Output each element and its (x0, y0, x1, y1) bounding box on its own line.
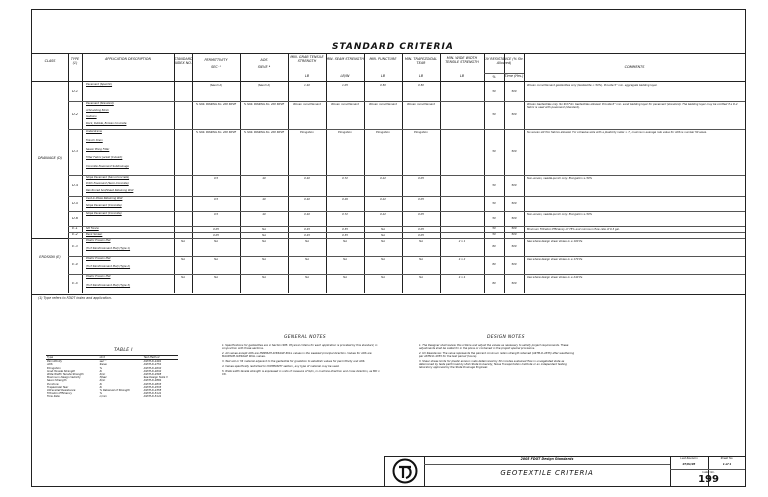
row-description-line: Filter Fabric Jacket (Culvert) (86, 156, 123, 160)
table1-cell: ASTM-D-4632 (143, 369, 162, 373)
fdot-logo-icon (392, 458, 418, 484)
general-notes-item: 5. Wide width tensile strength is expressed in units of measure of lb/in, in machine direction and cross direction, as MD x CD. (222, 369, 380, 376)
col-uv-pct: % (492, 75, 496, 79)
row-type: D-5 (72, 201, 78, 205)
row-description-line: Slope Pavement (Concrete) (86, 212, 122, 215)
cell-punct: 0.22 (380, 213, 386, 216)
cell-perm: % SOIL PASSING No. 200 SIEVE (195, 103, 237, 106)
col-permittivity-unit: SEC⁻¹ (211, 65, 221, 69)
table1-row (46, 395, 178, 398)
table1-cell: ASTM-D-4355 (143, 389, 162, 393)
row-description-line: Pavement (Standard) (86, 102, 114, 105)
cell-grab: 0.40 (304, 213, 310, 216)
table1-cell: AOS (47, 363, 53, 367)
cell-wide: 4 x 4 (458, 276, 466, 279)
last-revision-label: Last Revision (680, 457, 698, 460)
cell-seam: 0.72 (342, 177, 348, 180)
cell-time: 500 (511, 113, 517, 116)
col-wide-unit: LB (459, 74, 465, 78)
cell-punct: NA (381, 276, 385, 279)
cell-seam: 0.72 (342, 213, 348, 216)
cell-grab: 0.40 (304, 177, 310, 180)
row-description-line: Slope Pavement (Semi-Concrete) (86, 176, 130, 179)
design-notes-item: 1. The Designer shall review this criteria and adjust the values as necessary to satisfy project requirements. These adjustments shall be called for in the plans or contained in the project special provisions. (419, 344, 569, 351)
cell-punct: NA (381, 228, 385, 231)
cell-uv: 50 (492, 227, 496, 230)
sheet-title: GEOTEXTILE CRITERIA (500, 469, 594, 477)
cell-aos: % SOIL PASSING No. 200 SIEVE (243, 103, 285, 106)
cell-perm: NA (214, 240, 218, 243)
row-description-line: Articulating Block (86, 108, 109, 112)
cell-idx: NA (181, 240, 185, 243)
row-type: D-1 (72, 89, 78, 93)
cell-comm: Use where design shear stress is ≤ 170 Pa (527, 258, 583, 261)
cell-seam: NA (343, 276, 347, 279)
index-no-label: Index No. (702, 471, 715, 474)
table1-cell: ASTM-D-4595 (143, 373, 162, 377)
cell-punct: NA (381, 240, 385, 243)
cell-grab: 0.45 (304, 234, 310, 237)
row-description-line: Reinforced Soil/Sheet Retaining Wall (86, 188, 134, 192)
cell-time: 500 (511, 150, 517, 153)
cell-perm: 0.5 (213, 213, 219, 216)
cell-wide: 4 x 2 (458, 258, 466, 261)
row-description-line: Cast-in-Place Retaining Wall (86, 197, 123, 200)
table1-head-method: Test Method (143, 356, 160, 359)
col-aos-unit: SIEVE ⁴ (257, 65, 271, 69)
row-description-line: Underdrains (86, 130, 102, 133)
col-trap-header: MIN. TRAPEZOIDAL TEAR (404, 57, 438, 65)
cell-perm: 0.5 (213, 177, 219, 180)
cell-time: 500 (511, 216, 517, 220)
cell-aos: NA (262, 234, 266, 237)
row-description-line: Concrete Pavement Subdrainage (86, 165, 129, 169)
sheet-no-value: 1 of 1 (722, 463, 732, 466)
col-description-header: APPLICATION DESCRIPTION (104, 57, 152, 61)
table1-cell: Puncture (47, 382, 59, 386)
table1-cell: Wide Width Tensile Strength (47, 373, 84, 377)
cell-aos: (See D-2) (257, 84, 271, 87)
cell-aos: NA (262, 228, 266, 231)
design-notes (419, 344, 579, 371)
general-notes-item: 1. Specifications for geotextiles are in Section 985. Physical criteria for each application is provided by this standard, in conjunction with those sections. (222, 344, 378, 351)
row-type: E-2 (72, 233, 78, 236)
cell-seam: NA (343, 240, 347, 243)
col-aos-header: AOS (260, 58, 268, 62)
general-notes-item: 4. Values specifically restricted to COMMUNITY seldom, any type of material may be used. (222, 364, 340, 368)
cell-uv: 50 (492, 89, 496, 93)
cell-trap: NA (419, 276, 423, 279)
cell-grab: 1.40 (304, 84, 310, 87)
col-wide-header: MIN. WIDE WIDTH TENSILE STRENGTH (445, 56, 479, 64)
cell-comm: No woven slit film fabrics allowed. For cohesive soils with a plasticity index > 7, maximum average role value for AOS is number 50 sieve. (527, 131, 707, 134)
table1-cell: % (99, 392, 103, 396)
cell-trap: NA (419, 258, 423, 261)
row-description-line: Rock, Rubble, Broken Concrete (86, 121, 127, 125)
cell-trap: NA (419, 240, 423, 243)
row-description-line: French Drain (86, 138, 103, 142)
row-description-line: (Turf Reinforcement Mat) (Type 2) (86, 265, 131, 268)
cell-time: 500 (511, 227, 517, 230)
cell-aos: 40 (262, 198, 266, 201)
row-type: D-4 (72, 183, 78, 187)
cell-trap: 0.05 (418, 234, 424, 237)
cell-punct: 0.50 (380, 84, 386, 87)
table1-cell: ASTM-D-4833 (143, 382, 162, 386)
cell-grab: NA (305, 276, 309, 279)
table1-cell: ASTM-D-5141 (143, 395, 162, 399)
table1-cell: ASTM-D-4884 (143, 379, 162, 383)
cell-aos: NA (262, 240, 266, 243)
cell-punct: Elongation (376, 131, 390, 134)
table1 (46, 355, 178, 399)
cell-uv: 50 (492, 233, 496, 236)
col-type-header: TYPE (1) (70, 57, 80, 65)
cell-comm: Woven monofilament geotextiles only (Geotextile < 50%). Provide 5” min. aggregate bedding layer. (527, 84, 658, 87)
cell-seam: Woven monofilament (331, 103, 359, 106)
col-class-header: CLASS (44, 59, 56, 63)
cell-uv: 80 (492, 263, 496, 266)
cell-trap: Woven monofilament (407, 103, 435, 106)
row-description-line: Slope Pavement (Concrete) (86, 203, 122, 207)
sheet-no-label: Sheet No. (720, 457, 734, 460)
cell-grab: 0.45 (304, 228, 310, 231)
cell-punct: Woven monofilament (369, 103, 397, 106)
cell-perm: 0.05 (213, 234, 219, 237)
cell-punct: 0.22 (380, 198, 386, 201)
table1-cell: See Design Note 3 (143, 376, 168, 380)
cell-uv: 80 (492, 281, 496, 285)
index-no-value: 199 (698, 474, 719, 485)
row-description-line: (Turf Reinforcement Mat) (Type 3) (86, 283, 131, 287)
col-grab-header: MIN. GRAB TENSILE STRENGTH (290, 55, 324, 63)
cell-aos: 40 (262, 213, 266, 216)
drainage-class-label: DRAINAGE (D) (37, 156, 63, 160)
cell-perm: NA (214, 276, 218, 279)
cell-seam: 0.35 (342, 228, 348, 231)
general-notes-title: GENERAL NOTES (284, 335, 326, 340)
cell-perm: (See D-2) (209, 84, 223, 87)
table1-head-unit: Unit (99, 356, 105, 359)
table1-cell: % Retained of Strength (99, 389, 130, 393)
table1-title: TABLE I (114, 348, 133, 353)
cell-grab: NA (305, 240, 309, 243)
cell-time: 500 (511, 183, 517, 187)
cell-aos: 40 (262, 177, 266, 180)
table1-cell: lb (99, 382, 103, 386)
row-type: D-6 (72, 216, 78, 220)
footnote: (1) Type refers to FDOT index and application. (38, 296, 112, 300)
cell-punct: NA (381, 258, 385, 261)
general-notes (222, 344, 382, 378)
cell-grab: NA (305, 258, 309, 261)
cell-seam: Elongation (338, 131, 352, 134)
cell-comm: Minimum Filtration Efficiency of 75% and minimum flow rate of 0.3 gal. (527, 228, 620, 231)
cell-comm: Use where design shear stress is ≤ 240 Pa (527, 276, 583, 279)
row-description-line: Gabions (86, 115, 97, 118)
cell-time: 500 (511, 281, 517, 285)
last-revision-value: 07/01/05 (682, 463, 696, 466)
row-description-line: Sewer Piling Filter (86, 147, 110, 151)
drawing-sheet (31, 9, 746, 487)
row-description-line: Plastic Erosion Mat (86, 275, 111, 278)
cell-idx: NA (181, 258, 185, 261)
table1-cell: Filtration Efficiency (47, 392, 72, 396)
cell-time: 500 (511, 89, 517, 93)
table1-cell: ASTM-D-5141 (143, 392, 162, 396)
col-grab-unit: LB (304, 74, 310, 78)
row-type: D-2 (72, 113, 78, 116)
col-permittivity-header: PERMITTIVITY (204, 58, 228, 62)
cell-trap: 0.05 (418, 213, 424, 216)
cell-seam: NA (343, 258, 347, 261)
cell-uv: 80 (492, 245, 496, 248)
col-puncture-unit: LB (380, 74, 386, 78)
cell-comm: Non-woven, needle-punch only. Elongation ≥ 50% (527, 177, 593, 180)
cell-uv: 50 (492, 183, 496, 187)
table1-cell: ASTM-D-4533 (143, 385, 162, 389)
cell-wide: 2 x 1 (458, 240, 466, 243)
row-description-line: Pavement (Specific) (86, 83, 113, 86)
erosion-class-label: EROSION (E) (39, 255, 61, 259)
row-description-line: Ditch Pavement (Semi-Concrete) (86, 182, 129, 186)
table1-cell: Elongation (47, 366, 61, 370)
col-seam-unit: LB/IN (340, 74, 350, 78)
cell-trap: 0.05 (418, 177, 424, 180)
cell-seam: 0.35 (342, 234, 348, 237)
cell-aos: NA (262, 258, 266, 261)
cell-perm: NA (214, 258, 218, 261)
cell-aos: % SOIL PASSING No. 200 SIEVE (243, 131, 285, 134)
row-description-line: Plastic Erosion Mat (86, 239, 111, 242)
table1-cell: lb (99, 385, 103, 389)
cell-comm: Woven Geotextiles only. No Slit Film Geotextiles allowed. Provide 6” min. sand bedding layer for pavement (standard). The bedding layer may be omitted if a D-4 fabric is used with pavement (standard). (527, 103, 738, 110)
table1-cell: lb (99, 369, 103, 373)
cell-uv: 50 (492, 216, 496, 220)
table1-cell: lb/in (99, 379, 106, 383)
col-trap-unit: LB (418, 74, 424, 78)
cell-perm: 0.5 (213, 198, 219, 201)
table1-cell: sec⁻¹ (99, 360, 107, 364)
table1-cell: lb/in (99, 373, 106, 377)
design-notes-title: DESIGN NOTES (487, 335, 525, 340)
cell-time: 500 (511, 245, 517, 248)
row-type: E-5 (72, 281, 78, 285)
row-description-line: (Turf Reinforcement Mat) (Type 1) (86, 247, 131, 250)
cell-comm: See where design shear stress is ≤ 100 Pa (527, 240, 583, 243)
design-notes-item: 2. UV Resistance: The value represents the percent minimum retain strength retained (ASTM-D-4355) after weathering per ASTM-D-4355 for the test period (hours). (419, 352, 575, 359)
col-puncture-header: MIN. PUNCTURE (369, 57, 397, 61)
table1-cell: Flow Rate (47, 395, 60, 399)
cell-time: 500 (511, 233, 517, 236)
col-comments-header: COMMENTS (624, 65, 645, 69)
cell-comm: Non-woven, needle-punch only. Elongation ≥ 50% (527, 213, 593, 216)
cell-trap: 0.50 (418, 84, 424, 87)
cell-time: 500 (511, 201, 517, 205)
cell-perm: % SOIL PASSING No. 200 SIEVE (195, 131, 237, 134)
table1-cell: Trapezoidal Tear (47, 385, 69, 389)
general-notes-item: 3. Test soil or fill material adjacent to the geotextile for gradation to establish values for permittivity and AOS. (222, 360, 366, 363)
table1-cell: L/min (99, 395, 107, 399)
cell-punct: NA (381, 234, 385, 237)
cell-grab: Woven monofilament (293, 103, 321, 106)
table1-cell: % (99, 366, 103, 370)
table1-head-type: Type (47, 356, 54, 359)
row-type: E-4 (72, 263, 78, 266)
row-type: E-1 (72, 227, 78, 230)
table1-cell: Sieve (99, 363, 107, 367)
row-type: E-3 (72, 245, 78, 248)
org-name: 2005 FDOT Design Standards (520, 457, 574, 461)
col-uv-header: UV RESISTANCE (% Str. Allowed) (484, 57, 524, 65)
cell-grab: Elongation (300, 131, 314, 134)
cell-trap: 0.05 (418, 198, 424, 201)
cell-uv: 50 (492, 113, 496, 116)
cell-aos: NA (262, 276, 266, 279)
cell-seam: 1.05 (342, 84, 348, 87)
table1-cell: ASTM-D-4491 (143, 360, 162, 364)
cell-uv: 50 (492, 201, 496, 205)
row-description-line: Bank Screen (86, 233, 103, 236)
table1-cell: ASTM-D-4751 (143, 363, 162, 367)
page-title: STANDARD CRITERIA (332, 42, 454, 52)
design-notes-item: 3. Shear stress limits for plastic erosion mats determined by 30 minutes sustained flow in unvegetated state as determined by tests performed by Utah State University, Texas Transportation Institute or an independent testing laboratory approved by the State Drainage Engineer. (419, 360, 567, 370)
col-seam-header: MIN. SEAM STRENGTH (326, 57, 364, 61)
cell-trap: Elongation (414, 131, 428, 134)
cell-punct: 0.22 (380, 177, 386, 180)
general-notes-item: 2. All values except AOS are MINIMUM AVERAGE ROLL values in the weakest principal direction. Values for AOS are MAXIMUM AVERAGE ROLL values. (222, 352, 372, 359)
table1-cell: Seam Strength (47, 379, 67, 383)
table1-cell: Permittivity (47, 360, 63, 364)
cell-idx: NA (181, 276, 185, 279)
table1-cell: ft/sec (99, 376, 107, 380)
cell-seam: 0.29 (342, 198, 348, 201)
col-index-header: STANDARD INDEX NO. (174, 57, 193, 65)
table1-cell: Ultraviolet Resistance (47, 389, 76, 393)
row-description-line: Silt Fence (86, 227, 99, 230)
row-type: D-3 (72, 150, 78, 153)
cell-uv: 50 (492, 150, 496, 153)
cell-grab: 0.40 (304, 198, 310, 201)
table1-cell: ASTM-D-4632 (143, 366, 162, 370)
cell-time: 500 (511, 263, 517, 266)
row-description-line: Plastic Erosion Mat (86, 257, 111, 260)
col-uv-time: Time (Hrs.) (504, 74, 524, 78)
cell-trap: 0.05 (418, 228, 424, 231)
table1-cell: Maximum Design Velocity (47, 376, 81, 380)
table1-cell: Grab Tensile Strength (47, 369, 76, 373)
cell-perm: 0.05 (213, 228, 219, 231)
